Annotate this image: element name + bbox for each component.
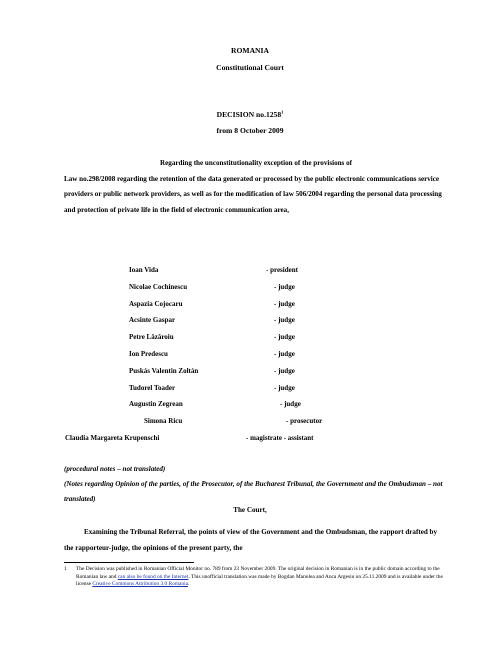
panel-member-row <box>0 417 500 429</box>
footnote-text-a: The Decision was published in Romanian Official Monitor no. 789 from 23 November 2009. The original decision in Romanian is in the public domain according to the Romanian law and <box>76 566 440 580</box>
panel-member-name: Tudorel Toader <box>129 383 176 392</box>
panel-member-name: Simona Ricu <box>144 417 183 426</box>
panel-member-name: Puskás Valentin Zoltán <box>129 366 199 375</box>
footnote-number: 1 <box>64 566 67 572</box>
panel-member-role: - judge <box>274 333 295 342</box>
panel-member-name: Petre Lăzăroiu <box>129 333 174 342</box>
opinions-note: (Notes regarding Opinion of the parties, of the Prosecutor, of the Bucharest Tribunal, the Government and the Ombudsman – not translated) <box>64 479 443 503</box>
license-link[interactable]: Creative Commons Attribution 3.0 Romania <box>92 581 189 588</box>
panel-member-name: Augustin Zegrean <box>129 400 183 409</box>
panel-member-name: Nicolae Cochinescu <box>129 282 188 291</box>
panel-member-name: Ion Predescu <box>129 350 168 358</box>
panel-member-name: Claudia Margareta Krupenschi <box>65 434 160 442</box>
panel-member-role: - judge <box>274 350 295 358</box>
panel-member-role: - judge <box>274 316 295 325</box>
translator-notes <box>64 462 454 506</box>
panel-member-role: - judge <box>274 366 295 375</box>
panel-member-role: - judge <box>280 400 301 409</box>
panel-member-role: - prosecutor <box>286 417 323 426</box>
country-heading: ROMANIA <box>231 46 269 55</box>
body-paragraph: Examining the Tribunal Referral, the points of view of the Government and the Ombudsman, the rapport drafted by the rapporteur-judge, the opinions of the present party, the <box>64 528 438 552</box>
footnote-separator <box>64 562 194 563</box>
panel-member-role: - magistrate - assistant <box>246 434 314 442</box>
decision-title-text: DECISION no.1258 <box>216 110 282 119</box>
court-section-heading: The Court, <box>233 506 267 514</box>
panel-member-row <box>0 300 500 312</box>
footnote-reference[interactable]: 1 <box>281 109 284 115</box>
decision-title <box>0 110 500 119</box>
panel-member-row <box>0 367 500 379</box>
decision-date: from 8 October 2009 <box>216 126 284 135</box>
panel-member-row <box>0 283 500 295</box>
panel-member-name: Acsinte Gaspar <box>129 316 176 325</box>
footnote-text-b: . This unofficial translation was made by Bogdan Manolea and Anca Argesiu on 25.11.2009 and is available under the license <box>76 573 443 588</box>
procedural-note: (procedural notes – not translated) <box>64 465 166 473</box>
panel-member-row <box>0 384 500 396</box>
subject-line-1: Regarding the unconstitutionality exception of the provisions of <box>160 159 352 167</box>
panel-member-row <box>0 434 500 446</box>
panel-member-role: - judge <box>274 299 295 308</box>
panel-member-row <box>0 350 500 362</box>
subject-rest: Law no.298/2008 regarding the retention of the data generated or processed by the public electronic communications service providers or public network providers, as well as for the modification of law 506/2004 regarding the personal data processing and protection of private life in the field of electronic communication area, <box>64 174 442 214</box>
panel-member-row <box>0 400 500 412</box>
panel-member-name: Ioan Vida <box>129 266 159 274</box>
panel-member-name: Aspazia Cojocaru <box>129 299 183 308</box>
footnote-text-c: . <box>188 581 190 588</box>
panel-member-row <box>0 316 500 328</box>
footnote-text <box>76 566 456 589</box>
panel-member-row <box>0 266 500 278</box>
panel-member-role: - judge <box>274 282 295 291</box>
panel-member-row <box>0 333 500 345</box>
decision-subject <box>64 156 448 218</box>
internet-link[interactable]: can also be found on the Internet <box>117 573 189 580</box>
panel-member-role: - judge <box>274 383 295 392</box>
court-heading: Constitutional Court <box>216 63 284 72</box>
panel-member-role: - president <box>266 266 298 274</box>
